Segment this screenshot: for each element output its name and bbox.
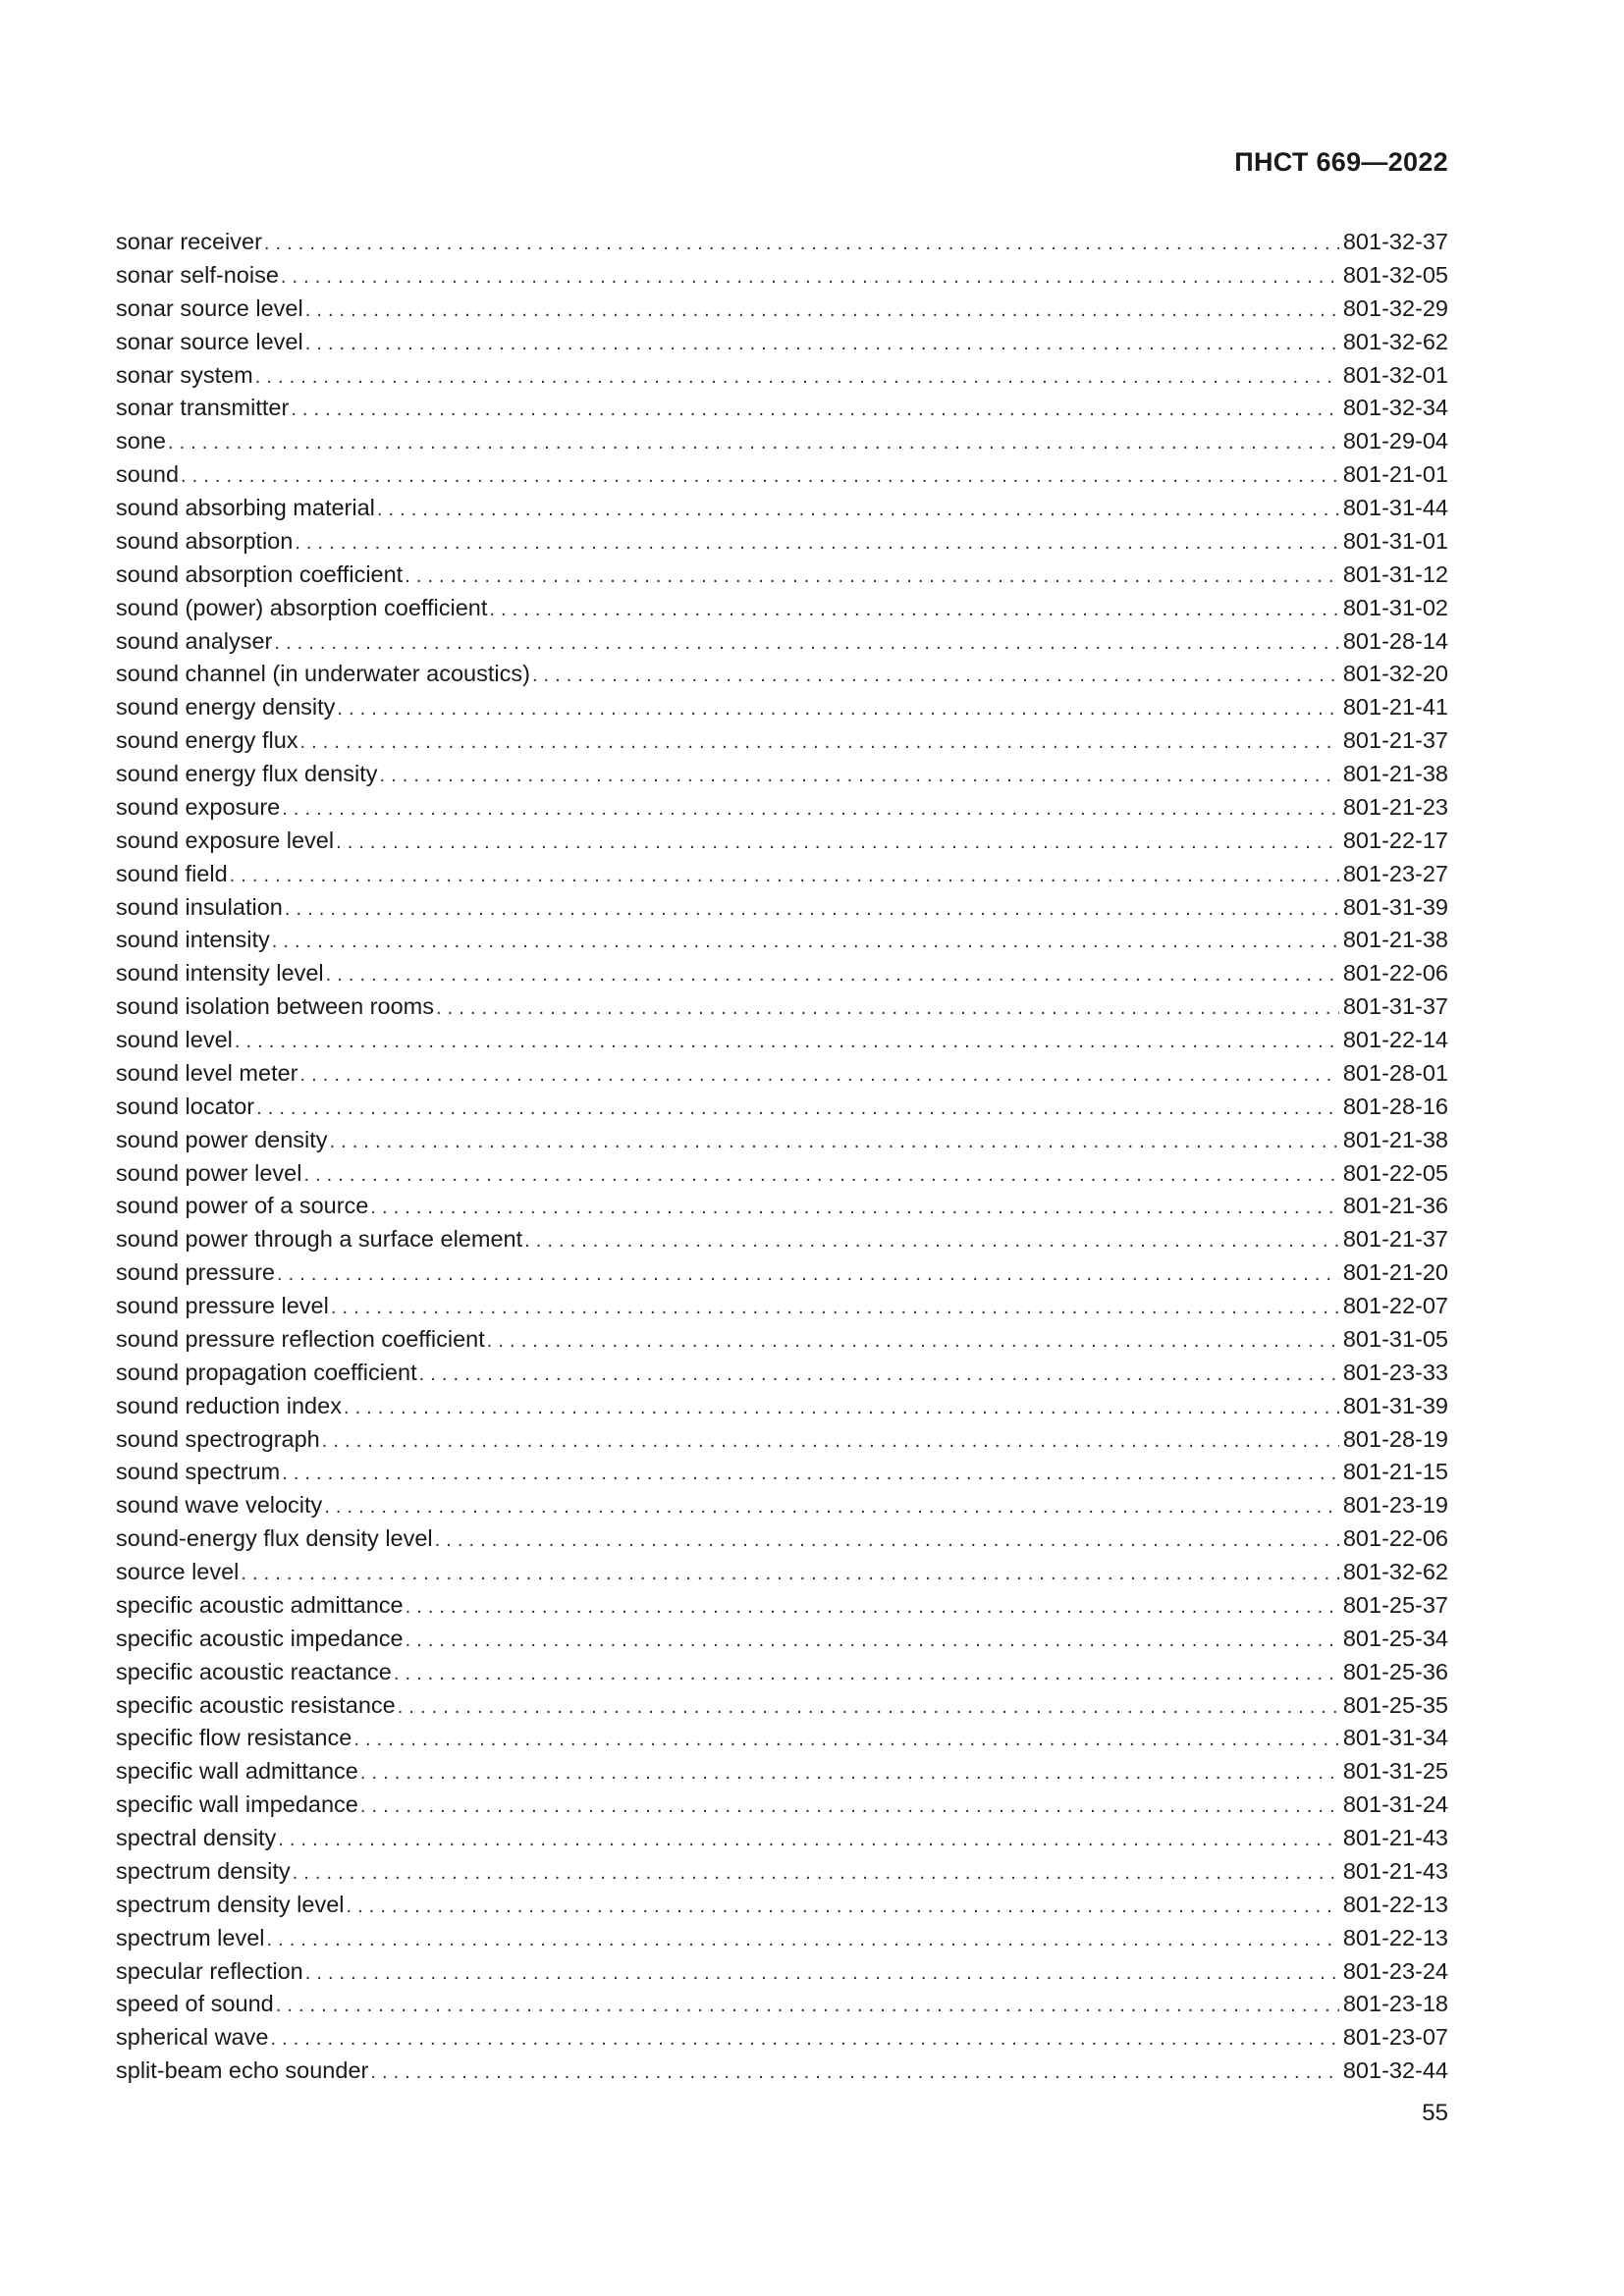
dot-leader: [285, 893, 1339, 925]
entry-term: sound isolation between rooms: [116, 993, 434, 1020]
index-entry: [116, 293, 1448, 326]
entry-term: sound power level: [116, 1159, 302, 1186]
index-entry: [116, 724, 1448, 758]
entry-reference-number: 801-28-01: [1342, 1059, 1448, 1086]
entry-term: spectrum density: [116, 1857, 291, 1884]
entry-reference-number: 801-25-35: [1342, 1691, 1448, 1718]
index-entry: [116, 1357, 1448, 1390]
index-entry: [116, 758, 1448, 791]
entry-reference-number: 801-21-41: [1342, 694, 1448, 721]
index-entry: [116, 1955, 1448, 1989]
entry-reference-number: 801-21-36: [1342, 1193, 1448, 1219]
dot-leader: [435, 1524, 1339, 1556]
entry-reference-number: 801-31-39: [1342, 1392, 1448, 1418]
dot-leader: [370, 1192, 1339, 1223]
dot-leader: [255, 361, 1339, 393]
index-entry: [116, 226, 1448, 259]
entry-reference-number: 801-23-27: [1342, 860, 1448, 886]
entry-reference-number: 801-31-44: [1342, 495, 1448, 520]
entry-term: specific wall impedance: [116, 1791, 358, 1818]
entry-term: sound power through a surface element: [116, 1226, 523, 1253]
index-entry: [116, 1489, 1448, 1522]
entry-term: sound: [116, 461, 180, 488]
entry-reference-number: 801-22-17: [1342, 827, 1448, 853]
entry-term: specific acoustic reactance: [116, 1658, 392, 1684]
entry-reference-number: 801-32-62: [1342, 328, 1448, 354]
index-entry: [116, 2055, 1448, 2088]
entry-term: sound energy flux density: [116, 761, 378, 786]
dot-leader: [278, 1824, 1339, 1855]
entry-term: sound level meter: [116, 1059, 298, 1086]
dot-leader: [277, 1258, 1339, 1290]
entry-term: sound energy density: [116, 694, 336, 721]
dot-leader: [281, 261, 1339, 293]
entry-term: sound pressure: [116, 1259, 275, 1286]
index-entry: [116, 392, 1448, 425]
entry-reference-number: 801-23-18: [1342, 1991, 1448, 2017]
entry-term: sound (power) absorption coefficient: [116, 594, 488, 620]
index-entry: [116, 1057, 1448, 1091]
entry-reference-number: 801-22-13: [1342, 1924, 1448, 1950]
entry-reference-number: 801-21-38: [1342, 761, 1448, 786]
entry-reference-number: 801-28-19: [1342, 1425, 1448, 1452]
index-entry: [116, 1290, 1448, 1323]
entry-reference-number: 801-25-34: [1342, 1625, 1448, 1651]
entry-term: sound energy flux: [116, 727, 298, 754]
dot-leader: [272, 926, 1339, 957]
dot-leader: [291, 394, 1339, 425]
entry-term: sound spectrum: [116, 1459, 281, 1485]
dot-leader: [532, 660, 1339, 691]
index-entry: [116, 1889, 1448, 1922]
entry-reference-number: 801-31-01: [1342, 527, 1448, 554]
entry-reference-number: 801-21-38: [1342, 1126, 1448, 1152]
dot-leader: [241, 1558, 1338, 1589]
index-entry: [116, 1623, 1448, 1656]
index-entry: [116, 891, 1448, 925]
entry-term: spectrum level: [116, 1924, 265, 1950]
index-entry: [116, 1522, 1448, 1556]
entry-term: sound absorbing material: [116, 495, 375, 520]
entry-term: sound wave velocity: [116, 1492, 323, 1519]
entry-term: sound intensity: [116, 927, 270, 953]
entry-term: specific acoustic impedance: [116, 1625, 404, 1651]
index-entry: [116, 1689, 1448, 1723]
index-entry: [116, 1855, 1448, 1889]
dot-leader: [293, 1857, 1339, 1889]
index-entry: [116, 1223, 1448, 1256]
entry-reference-number: 801-25-37: [1342, 1591, 1448, 1618]
entry-term: sound pressure level: [116, 1293, 329, 1318]
dot-leader: [267, 1924, 1339, 1955]
entry-reference-number: 801-31-12: [1342, 561, 1448, 587]
entry-reference-number: 801-22-13: [1342, 1891, 1448, 1917]
entry-term: specific wall admittance: [116, 1758, 358, 1785]
index-entry: [116, 625, 1448, 659]
entry-term: sound channel (in underwater acoustics): [116, 661, 530, 687]
entry-term: sound insulation: [116, 893, 283, 920]
entry-term: specific acoustic resistance: [116, 1691, 396, 1718]
entry-reference-number: 801-21-37: [1342, 727, 1448, 754]
dot-leader: [487, 1325, 1339, 1357]
index-entry: [116, 658, 1448, 691]
entry-reference-number: 801-32-37: [1342, 229, 1448, 254]
index-entry: [116, 957, 1448, 990]
entry-term: sonar transmitter: [116, 395, 290, 421]
index-entry: [116, 1157, 1448, 1191]
entry-reference-number: 801-21-20: [1342, 1259, 1448, 1286]
dot-leader: [326, 959, 1339, 990]
entry-term: spectral density: [116, 1825, 277, 1850]
entry-reference-number: 801-21-01: [1342, 461, 1448, 488]
entry-reference-number: 801-28-16: [1342, 1093, 1448, 1119]
entry-term: sound propagation coefficient: [116, 1359, 417, 1385]
entry-term: sonar source level: [116, 328, 303, 354]
entry-term: sound locator: [116, 1093, 255, 1119]
entry-term: sound spectrograph: [116, 1425, 320, 1452]
dot-leader: [370, 2056, 1339, 2088]
entry-reference-number: 801-21-23: [1342, 793, 1448, 820]
entry-term: sonar receiver: [116, 229, 262, 254]
entry-term: sound level: [116, 1027, 233, 1052]
index-entry: [116, 259, 1448, 293]
dot-leader: [360, 1790, 1339, 1822]
index-entry: [116, 691, 1448, 724]
dot-leader: [322, 1425, 1339, 1457]
entry-reference-number: 801-22-14: [1342, 1027, 1448, 1052]
index-entry: [116, 1024, 1448, 1057]
index-entry: [116, 1256, 1448, 1290]
dot-leader: [406, 1591, 1339, 1623]
index-entry: [116, 326, 1448, 359]
entry-term: spherical wave: [116, 2024, 269, 2051]
entry-reference-number: 801-31-37: [1342, 993, 1448, 1020]
entry-term: sound-energy flux density level: [116, 1525, 433, 1552]
entry-term: specular reflection: [116, 1957, 303, 1984]
index-entry: [116, 1722, 1448, 1755]
entry-reference-number: 801-23-19: [1342, 1492, 1448, 1519]
dot-leader: [270, 2023, 1338, 2055]
entry-term: spectrum density level: [116, 1891, 345, 1917]
index-entry: [116, 458, 1448, 492]
index-entry: [116, 825, 1448, 858]
dot-leader: [264, 228, 1339, 259]
dot-leader: [305, 1957, 1339, 1989]
index-entry: [116, 1589, 1448, 1623]
index-entry: [116, 592, 1448, 625]
index-entry: [116, 1922, 1448, 1955]
dot-leader: [300, 726, 1339, 758]
entry-term: sonar self-noise: [116, 261, 279, 288]
dot-leader: [489, 594, 1338, 625]
dot-leader: [398, 1691, 1339, 1723]
entry-term: sound field: [116, 860, 228, 886]
index-entry: [116, 1423, 1448, 1457]
index-entry: [116, 791, 1448, 825]
dot-leader: [305, 294, 1339, 326]
entry-term: sound pressure reflection coefficient: [116, 1325, 485, 1352]
dot-leader: [331, 1292, 1339, 1323]
entry-reference-number: 801-29-04: [1342, 428, 1448, 454]
index-entry: [116, 559, 1448, 592]
dot-leader: [377, 494, 1339, 525]
dot-leader: [295, 527, 1339, 559]
index-entry: [116, 359, 1448, 393]
index-entry: [116, 858, 1448, 891]
dot-leader: [181, 460, 1339, 492]
entry-reference-number: 801-32-62: [1342, 1559, 1448, 1584]
dot-leader: [405, 561, 1339, 592]
dot-leader: [324, 1491, 1339, 1522]
entry-reference-number: 801-32-20: [1342, 661, 1448, 687]
index-entry: [116, 1755, 1448, 1789]
entry-term: sonar source level: [116, 294, 303, 321]
dot-leader: [276, 1990, 1339, 2021]
index-entry: [116, 1323, 1448, 1357]
entry-term: sound exposure: [116, 793, 281, 820]
dot-leader: [394, 1658, 1339, 1689]
entry-reference-number: 801-22-06: [1342, 960, 1448, 987]
dot-leader: [303, 1159, 1338, 1191]
dot-leader: [406, 1625, 1339, 1656]
dot-leader: [353, 1724, 1339, 1755]
entry-term: sound power density: [116, 1126, 328, 1152]
index-entry: [116, 990, 1448, 1024]
entry-reference-number: 801-32-05: [1342, 261, 1448, 288]
index-entry: [116, 1390, 1448, 1423]
entry-reference-number: 801-21-37: [1342, 1226, 1448, 1253]
entry-term: sound power of a source: [116, 1193, 369, 1219]
dot-leader: [360, 1757, 1339, 1789]
entry-reference-number: 801-22-05: [1342, 1159, 1448, 1186]
entry-term: sound absorption coefficient: [116, 561, 404, 587]
entry-reference-number: 801-32-34: [1342, 395, 1448, 421]
index-entry: [116, 1822, 1448, 1855]
dot-leader: [380, 760, 1339, 791]
entry-term: split-beam echo sounder: [116, 2057, 369, 2084]
entry-term: specific acoustic admittance: [116, 1591, 404, 1618]
index-entry: [116, 2021, 1448, 2055]
entry-term: sound exposure level: [116, 827, 335, 853]
entry-reference-number: 801-31-24: [1342, 1791, 1448, 1818]
dot-leader: [419, 1359, 1339, 1390]
dot-leader: [282, 1458, 1339, 1489]
dot-leader: [330, 1126, 1339, 1157]
page-number: 55: [1422, 2100, 1448, 2126]
entry-reference-number: 801-21-15: [1342, 1459, 1448, 1485]
index-entry: [116, 1656, 1448, 1689]
index-entry: [116, 492, 1448, 525]
index-entry: [116, 924, 1448, 957]
index-entry: [116, 1456, 1448, 1489]
entry-reference-number: 801-25-36: [1342, 1658, 1448, 1684]
dot-leader: [168, 427, 1339, 458]
entry-term: sone: [116, 428, 166, 454]
entry-term: source level: [116, 1559, 240, 1584]
dot-leader: [347, 1891, 1339, 1922]
entry-reference-number: 801-21-43: [1342, 1825, 1448, 1850]
entry-reference-number: 801-32-29: [1342, 294, 1448, 321]
dot-leader: [282, 793, 1339, 825]
entry-term: sound reduction index: [116, 1392, 342, 1418]
entry-reference-number: 801-31-39: [1342, 893, 1448, 920]
entry-reference-number: 801-22-06: [1342, 1525, 1448, 1552]
entry-reference-number: 801-31-05: [1342, 1325, 1448, 1352]
entry-term: sonar system: [116, 361, 253, 388]
index-entry: [116, 1091, 1448, 1124]
entry-reference-number: 801-23-33: [1342, 1359, 1448, 1385]
entry-reference-number: 801-22-07: [1342, 1293, 1448, 1318]
entry-reference-number: 801-28-14: [1342, 627, 1448, 654]
dot-leader: [337, 693, 1338, 724]
entry-term: speed of sound: [116, 1991, 274, 2017]
entry-term: sound absorption: [116, 527, 294, 554]
dot-leader: [336, 827, 1339, 858]
dot-leader: [300, 1059, 1339, 1091]
entry-reference-number: 801-31-34: [1342, 1725, 1448, 1751]
index-entry: [116, 1124, 1448, 1157]
index-entry: [116, 525, 1448, 559]
entry-term: sound intensity level: [116, 960, 324, 987]
dot-leader: [235, 1026, 1339, 1057]
dot-leader: [256, 1093, 1339, 1124]
dot-leader: [436, 992, 1339, 1024]
entry-reference-number: 801-23-24: [1342, 1957, 1448, 1984]
dot-leader: [344, 1392, 1339, 1423]
entry-reference-number: 801-23-07: [1342, 2024, 1448, 2051]
entry-reference-number: 801-31-02: [1342, 594, 1448, 620]
index-entry: [116, 425, 1448, 458]
entry-reference-number: 801-21-43: [1342, 1857, 1448, 1884]
entry-reference-number: 801-32-44: [1342, 2057, 1448, 2084]
index-entry: [116, 1190, 1448, 1223]
index-entry: [116, 1988, 1448, 2021]
entry-reference-number: 801-21-38: [1342, 927, 1448, 953]
index-entry: [116, 1789, 1448, 1822]
dot-leader: [305, 328, 1339, 359]
entry-term: sound analyser: [116, 627, 273, 654]
entry-reference-number: 801-31-25: [1342, 1758, 1448, 1785]
entry-reference-number: 801-32-01: [1342, 361, 1448, 388]
document-code-header: ПНСТ 669—2022: [1234, 147, 1448, 177]
term-index-list: [116, 226, 1448, 2088]
entry-term: specific flow resistance: [116, 1725, 352, 1751]
index-entry: [116, 1556, 1448, 1589]
dot-leader: [274, 627, 1338, 659]
dot-leader: [230, 860, 1339, 891]
dot-leader: [524, 1225, 1339, 1256]
